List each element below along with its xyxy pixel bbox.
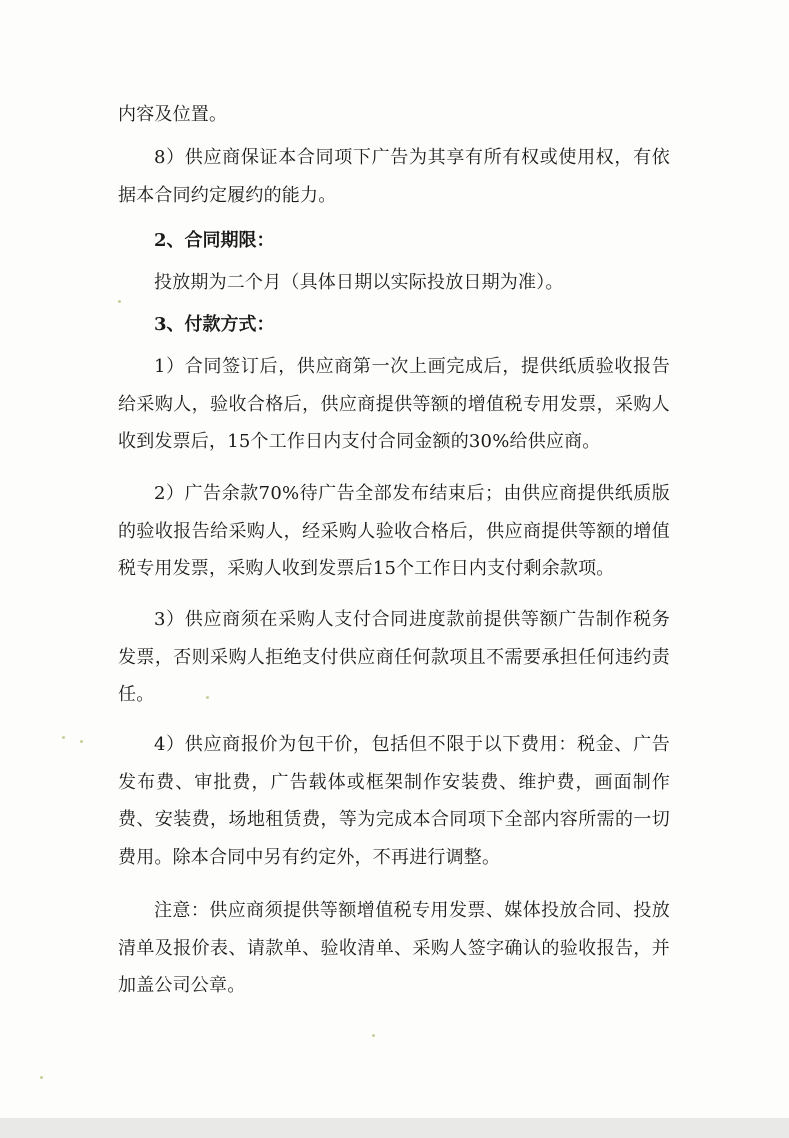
paragraph-item-8: 8）供应商保证本合同项下广告为其享有所有权或使用权，有依据本合同约定履约的能力。 [118, 147, 670, 206]
paragraph-payment-1: 1）合同签订后，供应商第一次上画完成后，提供纸质验收报告给采购人，验收合格后，供应商提供等额的增值税专用发票，采购人收到发票后，15个工作日内支付合同金额的30%给供应商。 [118, 356, 670, 452]
paragraph-content-position: 内容及位置。 [118, 104, 228, 125]
heading-contract-term: 2、合同期限： [154, 230, 275, 251]
heading-payment-method: 3、付款方式： [154, 314, 275, 335]
paragraph-payment-3: 3）供应商须在采购人支付合同进度款前提供等额广告制作税务发票，否则采购人拒绝支付供应商任何款项且不需要承担任何违约责任。 [118, 609, 670, 705]
scan-bottom-edge [0, 1118, 789, 1138]
scan-speck [62, 736, 65, 739]
paragraph-note: 注意：供应商须提供等额增值税专用发票、媒体投放合同、投放清单及报价表、请款单、验收清单、采购人签字确认的验收报告，并加盖公司公章。 [118, 900, 670, 996]
scan-speck [80, 740, 83, 743]
scan-speck [118, 300, 121, 303]
scan-speck [40, 1076, 43, 1079]
scan-speck [372, 1034, 375, 1037]
scan-speck [206, 696, 209, 699]
paragraph-contract-term: 投放期为二个月（具体日期以实际投放日期为准）。 [154, 272, 564, 293]
paragraph-payment-2: 2）广告余款70%待广告全部发布结束后；由供应商提供纸质版的验收报告给采购人，经采购人验收合格后，供应商提供等额的增值税专用发票，采购人收到发票后15个工作日内支付剩余款项。 [118, 483, 670, 579]
paragraph-payment-4: 4）供应商报价为包干价，包括但不限于以下费用：税金、广告发布费、审批费，广告载体或框架制作安装费、维护费，画面制作费、安装费，场地租赁费，等为完成本合同项下全部内容所需的一切费用。除本合同中另有约定外，不再进行调整。 [118, 734, 670, 868]
